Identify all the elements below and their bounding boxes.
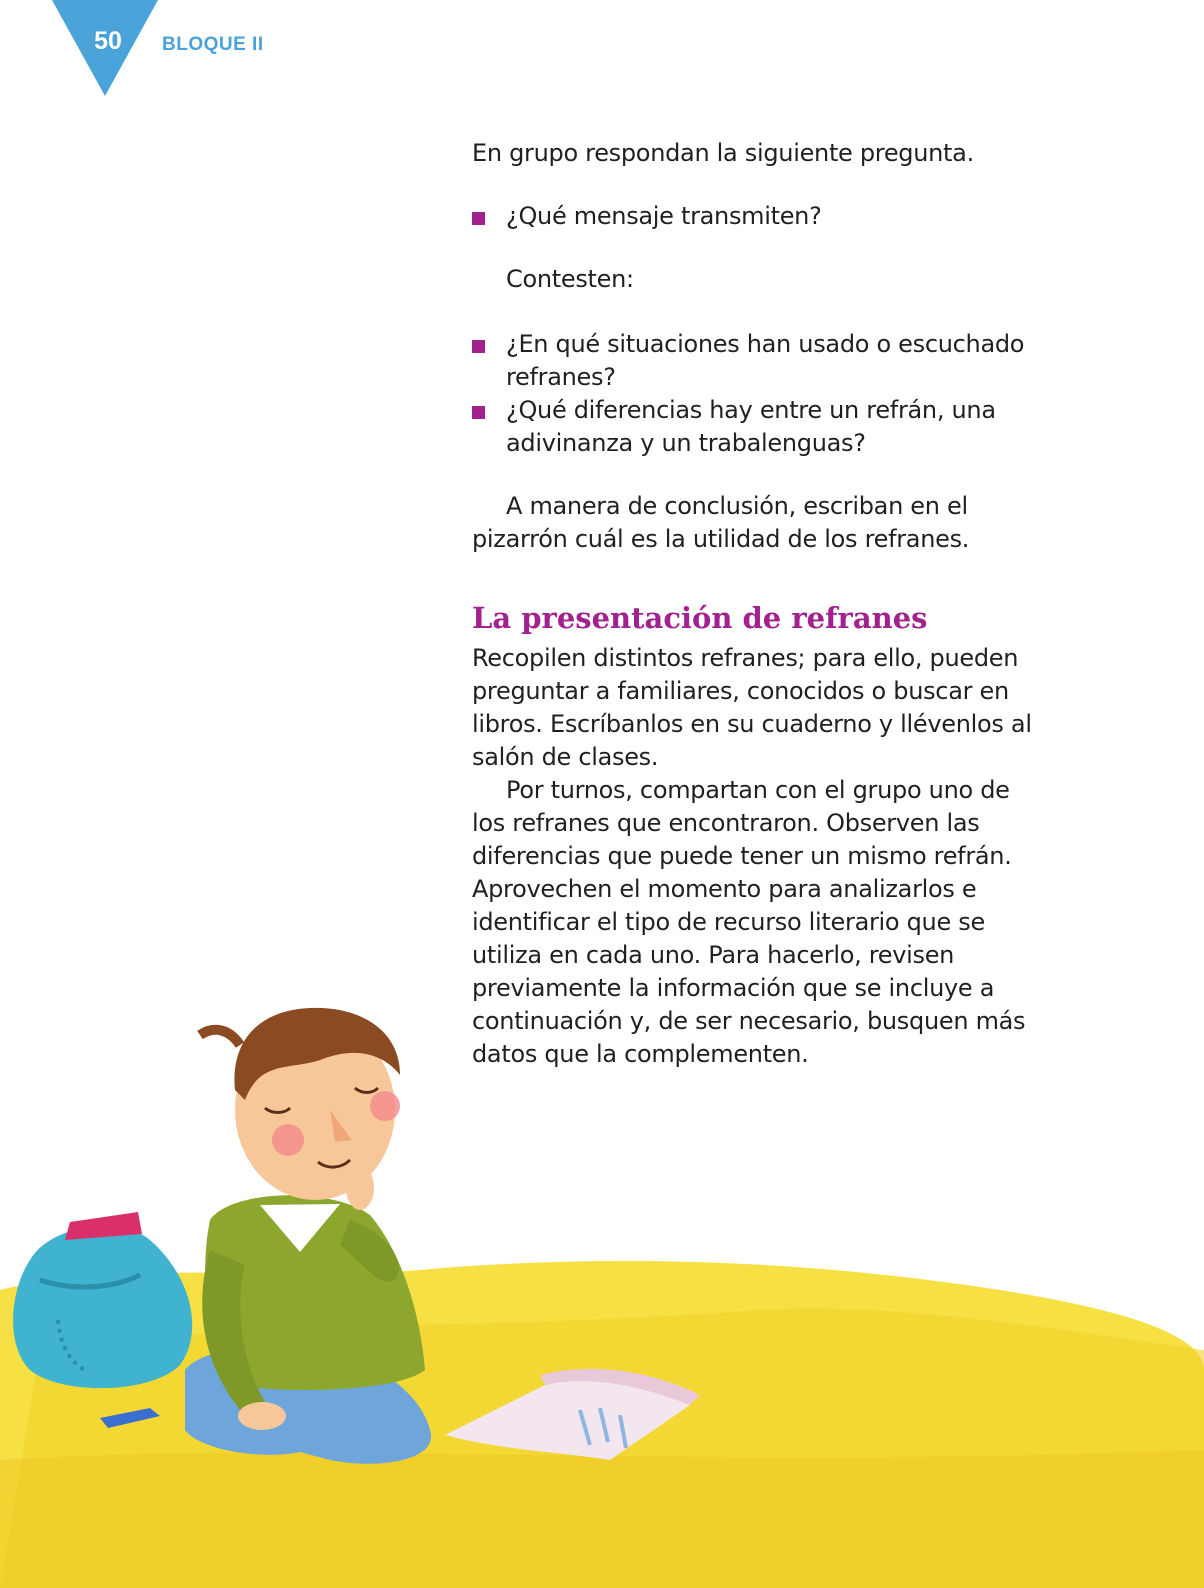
list-item [472, 394, 1032, 460]
question-text: ¿En qué situaciones han usado o escuchado refranes? [506, 330, 1025, 391]
intro-text: En grupo respondan la siguiente pregunta. [472, 139, 974, 167]
page-number: 50 [94, 27, 122, 55]
section-title: La presentación de refranes [472, 601, 928, 635]
question-list-2 [472, 328, 1032, 460]
list-item [472, 328, 1032, 394]
main-content [472, 137, 1032, 1071]
boy-head [200, 1008, 400, 1200]
backpack-icon [13, 1212, 192, 1388]
square-bullet-icon [472, 406, 485, 419]
block-label: BLOQUE II [162, 34, 264, 55]
section-paragraph: Recopilen distintos refranes; para ello, pueden preguntar a familiares, conocidos o buscar en libros. Escríbanlos en su cuaderno y llévenlos al salón de clases. [472, 644, 1032, 771]
question-text: ¿Qué mensaje transmiten? [506, 202, 822, 230]
list-item [472, 200, 1032, 233]
square-bullet-icon [472, 212, 485, 225]
question-text: ¿Qué diferencias hay entre un refrán, una adivinanza y un trabalenguas? [506, 396, 996, 457]
conclusion-text: A manera de conclusión, escriban en el pizarrón cuál es la utilidad de los refranes. [472, 492, 970, 553]
section-paragraph: Por turnos, compartan con el grupo uno de los refranes que encontraron. Observen las diferencias que puede tener un mismo refrán. Aprovechen el momento para analizarlos e identificar el tipo de recurso literario que se utiliza en cada uno. Para hacerlo, revisen previamente la información que se incluye a continuación y, de ser necesario, busquen más datos que la complementen. [472, 776, 1026, 1068]
boy-reading-illustration [0, 990, 1204, 1588]
answer-label: Contesten: [506, 265, 634, 293]
square-bullet-icon [472, 340, 485, 353]
question-list-1 [472, 200, 1032, 233]
